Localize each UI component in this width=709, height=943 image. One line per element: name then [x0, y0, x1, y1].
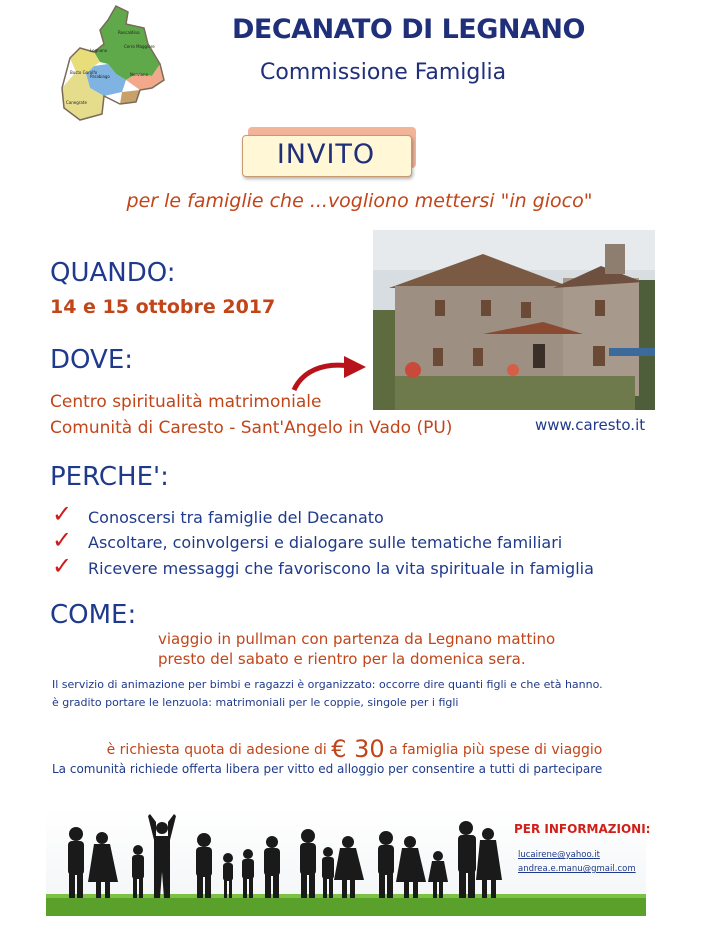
checkmark-icon: ✓ [52, 526, 73, 554]
event-date: 14 e 15 ottobre 2017 [50, 296, 276, 318]
reason-item: Conoscersi tra famiglie del Decanato [88, 508, 384, 527]
fee-after: a famiglia più spese di viaggio [384, 742, 603, 758]
arrow-icon [288, 352, 370, 396]
map-label-canegrate: Canegrate [66, 100, 87, 105]
decanato-map-logo [56, 4, 166, 124]
info-title: PER INFORMAZIONI: [514, 822, 651, 836]
linens-note: è gradito portare le lenzuola: matrimoniali per le coppie, singole per i figli [52, 696, 459, 709]
perche-heading: PERCHE': [50, 462, 169, 492]
dove-heading: DOVE: [50, 345, 134, 375]
email-link-2[interactable]: andrea.e.manu@gmail.com [518, 864, 636, 874]
page-title: DECANATO DI LEGNANO [232, 14, 585, 45]
invito-label: INVITO [276, 139, 376, 170]
caresto-website-link[interactable]: www.caresto.it [535, 416, 646, 434]
animation-note: Il servizio di animazione per bimbi e ragazzi è organizzato: occorre dire quanti figli e che età hanno. [52, 678, 603, 691]
travel-line-2: presto del sabato e rientro per la domenica sera. [158, 650, 526, 668]
fee-before: è richiesta quota di adesione di [106, 742, 332, 758]
fee-line [0, 735, 709, 763]
location-line-1: Centro spiritualità matrimoniale [50, 392, 322, 412]
quando-heading: QUANDO: [50, 258, 176, 288]
checkmark-icon: ✓ [52, 500, 73, 528]
reason-item: Ascoltare, coinvolgersi e dialogare sulle tematiche familiari [88, 533, 563, 552]
tagline: per le famiglie che ...vogliono mettersi "in gioco" [126, 190, 593, 212]
offering-note: La comunità richiede offerta libera per vitto ed alloggio per consentire a tutti di partecipare [52, 762, 603, 776]
caresto-house-photo [373, 230, 655, 410]
map-label-busto-garolfo: Busto Garolfo [70, 70, 98, 75]
location-line-2: Comunità di Caresto - Sant'Angelo in Vado (PU) [50, 418, 453, 438]
map-label-cerro-maggiore: Cerro Maggiore [124, 44, 155, 49]
email-link-1[interactable]: lucairene@yahoo.it [518, 850, 600, 860]
map-label-legnano: Legnano [90, 48, 108, 53]
map-label-parabiago: Parabiago [90, 74, 110, 79]
checkmark-icon: ✓ [52, 552, 73, 580]
map-label-rescaldina: Rescaldina [118, 30, 140, 35]
reason-item: Ricevere messaggi che favoriscono la vita spirituale in famiglia [88, 559, 594, 578]
come-heading: COME: [50, 600, 137, 630]
page-subtitle: Commissione Famiglia [260, 60, 507, 85]
travel-line-1: viaggio in pullman con partenza da Legnano mattino [158, 630, 556, 648]
map-label-nerviano: Nerviano [130, 72, 149, 77]
fee-amount: € 30 [331, 735, 385, 763]
